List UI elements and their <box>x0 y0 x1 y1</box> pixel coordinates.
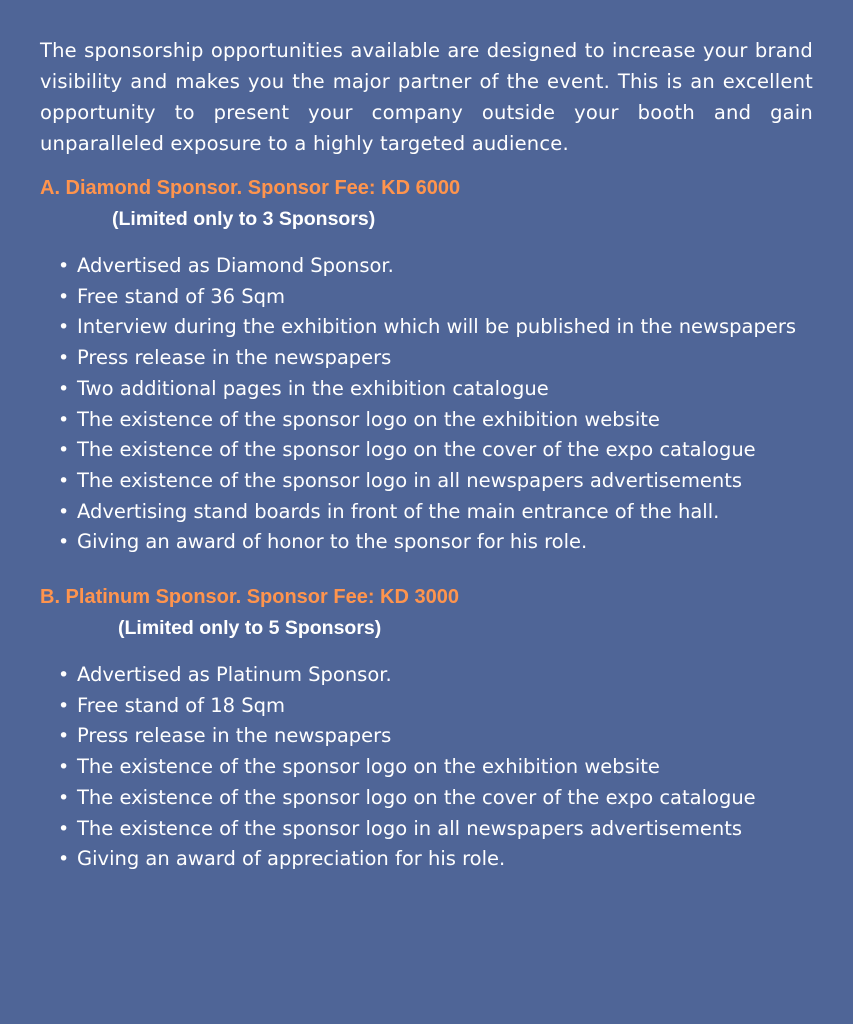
list-item-text: Giving an award of honor to the sponsor for his role. <box>77 530 588 554</box>
bullet-icon: • <box>58 439 70 462</box>
list-item-text: Giving an award of appreciation for his role. <box>77 847 506 871</box>
list-item-text: Free stand of 36 Sqm <box>77 284 286 308</box>
list-item-text: The existence of the sponsor logo on the exhibition website <box>77 755 660 779</box>
diamond-section-title: A. Diamond Sponsor. Sponsor Fee: KD 6000 <box>40 177 461 199</box>
list-item-text: Press release in the newspapers <box>77 724 392 748</box>
bullet-icon: • <box>58 316 70 339</box>
intro-paragraph: The sponsorship opportunities available are designed to increase your brand visibility and makes you the major partner of the event. This is an excellent opportunity to present your company outside your booth and gain unparalleled exposure to a highly targeted audience. <box>40 39 813 155</box>
list-item <box>58 660 813 691</box>
bullet-icon: • <box>58 725 70 748</box>
platinum-section-subtitle: (Limited only to 5 Sponsors) <box>118 617 382 640</box>
bullet-icon: • <box>58 848 70 871</box>
list-item <box>58 251 813 282</box>
bullet-icon: • <box>58 786 70 809</box>
list-item <box>58 783 813 814</box>
diamond-section-subtitle: (Limited only to 3 Sponsors) <box>112 208 376 230</box>
list-item <box>58 497 813 528</box>
bullet-icon: • <box>58 664 70 687</box>
list-item-text: Advertised as Platinum Sponsor. <box>77 663 392 687</box>
list-item-text: Interview during the exhibition which will be published in the newspapers <box>77 315 797 339</box>
bullet-icon: • <box>58 347 70 370</box>
bullet-icon: • <box>58 694 70 717</box>
list-item <box>58 343 813 374</box>
platinum-features-list <box>40 660 813 875</box>
bullet-icon: • <box>58 469 70 492</box>
diamond-section <box>40 173 813 558</box>
bullet-icon: • <box>58 817 70 840</box>
bullet-icon: • <box>58 377 70 400</box>
list-item-text: Free stand of 18 Sqm <box>77 693 286 717</box>
list-item-text: The existence of the sponsor logo on the cover of the expo catalogue <box>77 438 756 462</box>
list-item <box>58 466 813 497</box>
bullet-icon: • <box>58 408 70 431</box>
list-item <box>58 844 813 875</box>
list-item-text: Advertised as Diamond Sponsor. <box>77 254 394 277</box>
bullet-icon: • <box>58 531 70 554</box>
list-item <box>58 752 813 783</box>
bullet-icon: • <box>58 500 70 523</box>
bullet-icon: • <box>58 255 70 277</box>
diamond-features-list <box>40 251 813 558</box>
list-item <box>58 374 813 405</box>
list-item-text: The existence of the sponsor logo in all newspapers advertisements <box>77 816 743 840</box>
bullet-icon: • <box>58 285 70 308</box>
list-item-text: Advertising stand boards in front of the main entrance of the hall. <box>77 499 720 523</box>
list-item <box>58 282 813 313</box>
platinum-section <box>40 582 813 875</box>
list-item <box>58 435 813 466</box>
list-item-text: Press release in the newspapers <box>77 346 392 370</box>
list-item-text: Two additional pages in the exhibition catalogue <box>77 376 549 400</box>
list-item <box>58 527 813 558</box>
list-item <box>58 691 813 722</box>
list-item <box>58 405 813 436</box>
list-item <box>58 814 813 845</box>
list-item-text: The existence of the sponsor logo on the cover of the expo catalogue <box>77 785 756 809</box>
list-item-text: The existence of the sponsor logo in all newspapers advertisements <box>77 468 743 492</box>
list-item <box>58 312 813 343</box>
list-item <box>58 721 813 752</box>
list-item-text: The existence of the sponsor logo on the exhibition website <box>77 407 660 431</box>
platinum-section-title: B. Platinum Sponsor. Sponsor Fee: KD 3000 <box>40 586 459 609</box>
bullet-icon: • <box>58 756 70 779</box>
